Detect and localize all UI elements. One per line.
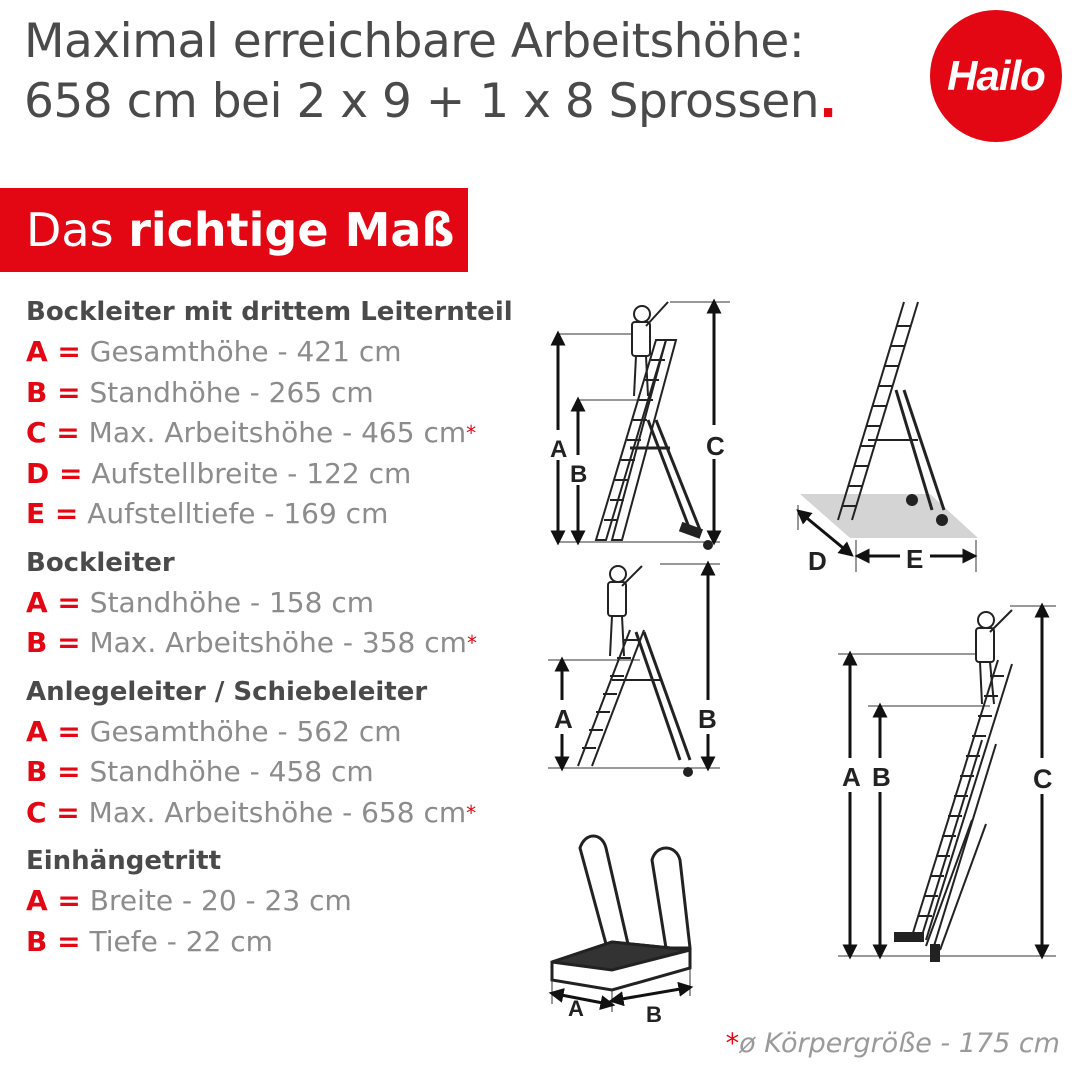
label-c: C <box>706 431 725 461</box>
label-c: C <box>1033 764 1053 794</box>
title-line-1: Maximal erreichbare Arbeitshöhe: <box>24 14 805 69</box>
spec-key: A = <box>26 585 81 619</box>
label-b: B <box>570 461 588 488</box>
section-title: Anlegeleiter / Schiebeleiter <box>26 676 428 707</box>
spec-text: Aufstelltiefe - 169 cm <box>78 497 389 530</box>
asterisk: * <box>466 421 477 445</box>
diagram-extension-ladder <box>838 606 1056 962</box>
label-d: D <box>808 546 827 576</box>
banner-bold: richtige Maß <box>128 203 455 257</box>
spec-key: E = <box>26 497 79 530</box>
hook-step-icon <box>552 836 690 990</box>
spec-text: Gesamthöhe - 562 cm <box>80 714 402 748</box>
label-e: E <box>906 544 924 574</box>
spec-text: Standhöhe - 265 cm <box>80 375 374 409</box>
ladder-icon <box>596 340 713 550</box>
logo-text: Hailo <box>947 52 1045 99</box>
diagram-stepladder <box>548 564 720 777</box>
section-title: Einhängetritt <box>26 846 222 876</box>
label-b: B <box>646 1002 662 1027</box>
title-line-2: 658 cm bei 2 x 9 + 1 x 8 Sprossen <box>24 74 820 129</box>
spec-key: B = <box>26 375 81 409</box>
spec-key: C = <box>26 795 80 829</box>
spec-text: Max. Arbeitshöhe - 465 cm <box>79 416 467 449</box>
spec-key: D = <box>26 456 83 490</box>
spec-key: A = <box>26 884 81 917</box>
spec-text: Max. Arbeitshöhe - 658 cm <box>79 795 467 829</box>
label-b: B <box>872 762 891 792</box>
spec-key: A = <box>26 335 81 368</box>
footnote-asterisk: * <box>725 1028 740 1059</box>
spec-text: Standhöhe - 158 cm <box>80 585 374 619</box>
asterisk: * <box>466 800 477 825</box>
spec-text: Aufstellbreite - 122 cm <box>82 456 412 490</box>
diagram-hook-step <box>552 836 690 1027</box>
asterisk: * <box>466 631 477 655</box>
label-a: A <box>568 996 584 1021</box>
label-a: A <box>554 704 573 734</box>
ladder-icon <box>838 302 944 520</box>
spec-key: B = <box>26 626 81 659</box>
spec-key: B = <box>26 924 81 958</box>
label-b: B <box>698 704 717 734</box>
banner-light: Das <box>26 203 129 257</box>
spec-key: C = <box>26 416 80 449</box>
spec-text: Max. Arbeitshöhe - 358 cm <box>80 626 467 659</box>
footnote <box>726 1028 1060 1059</box>
person-icon <box>976 610 1012 704</box>
spec-text: Standhöhe - 458 cm <box>80 755 374 788</box>
diagram-stepladder-extension <box>548 302 730 550</box>
label-a: A <box>550 436 568 463</box>
ladder-icon <box>578 630 690 766</box>
section-title: Bockleiter mit drittem Leiternteil <box>26 297 513 327</box>
diagram-footprint <box>798 302 978 576</box>
spec-key: B = <box>26 755 81 788</box>
footnote-text: ø Körpergröße - 175 cm <box>739 1028 1060 1059</box>
title-dot: . <box>819 74 837 129</box>
ladder-icon <box>912 660 1012 950</box>
spec-text: Tiefe - 22 cm <box>80 924 273 958</box>
label-a: A <box>842 762 861 792</box>
spec-text: Gesamthöhe - 421 cm <box>80 335 402 368</box>
spec-key: A = <box>26 714 81 748</box>
section-title: Bockleiter <box>26 547 175 578</box>
spec-text: Breite - 20 - 23 cm <box>80 884 352 917</box>
